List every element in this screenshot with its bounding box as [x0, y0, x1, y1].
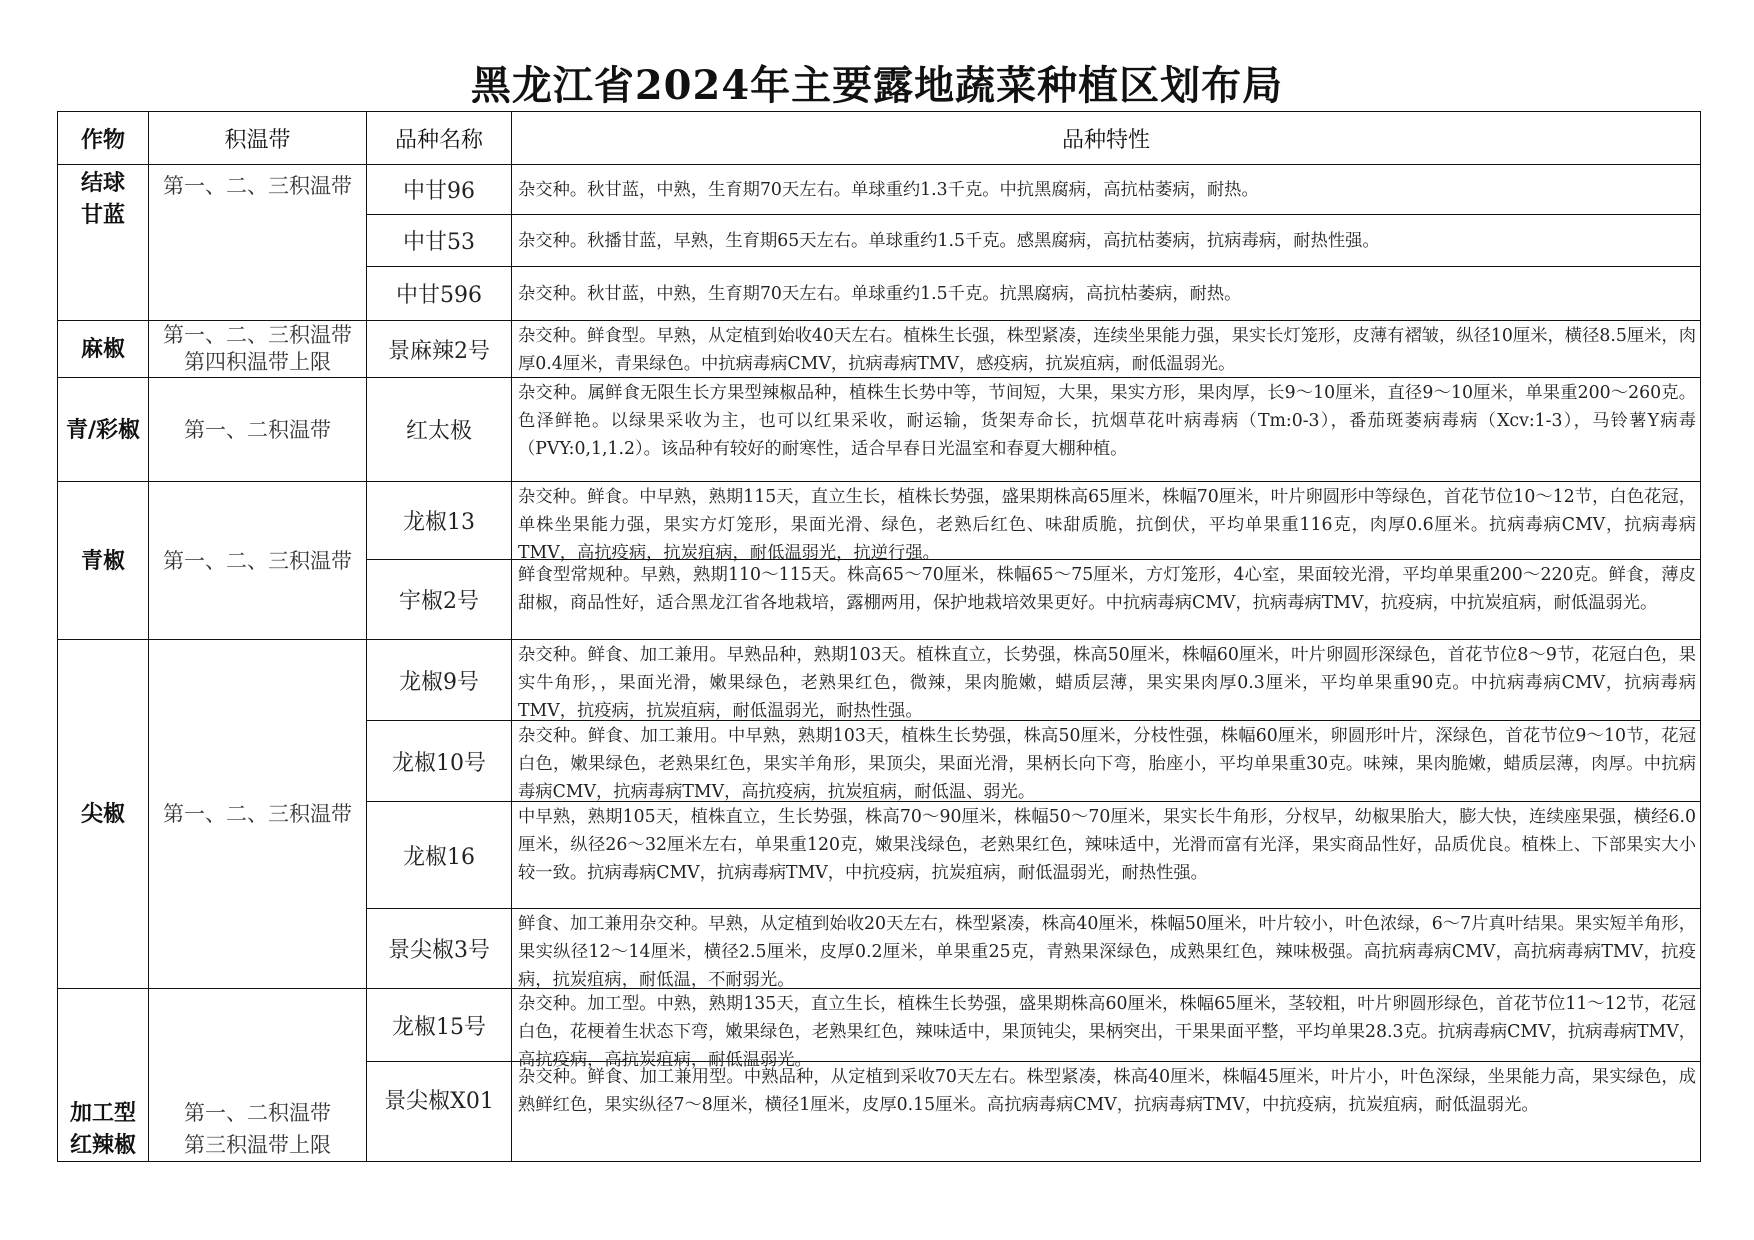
traits-text: 杂交种。鲜食、加工兼用型。中熟品种，从定植到采收70天左右。株型紧凑，株高40厘米，株幅45厘米，叶片小，叶色深绿，坐果能力高，果实绿色，成熟鲜红色，果实纵径7～8厘米，横径1厘米，皮厚0.15厘米。高抗病毒病CMV，抗病毒病TMV，中抗疫病，抗炭疽病，耐低温弱光。 — [518, 1067, 1696, 1115]
table-row — [58, 165, 1701, 215]
header-traits: 品种特性 — [512, 112, 1701, 165]
zone-text: 第一、二、三积温带 第四积温带上限 — [163, 323, 352, 374]
variety-name: 龙椒16 — [367, 802, 512, 909]
variety-traits: 杂交种。秋甘蓝，中熟，生育期70天左右。单球重约1.3千克。中抗黑腐病，高抗枯萎病，耐热。 — [512, 165, 1701, 215]
header-variety: 品种名称 — [367, 112, 512, 165]
crop-cell — [58, 482, 149, 640]
variety-traits — [512, 989, 1701, 1070]
zone-cell: 第一、二、三积温带 — [149, 482, 367, 640]
crop-name: 青椒 — [80, 547, 125, 574]
variety-table — [57, 111, 1701, 1162]
variety-traits — [512, 721, 1701, 802]
variety-name: 龙椒15号 — [367, 989, 512, 1062]
table-row — [58, 640, 1701, 721]
variety-traits — [512, 560, 1701, 640]
table-row — [58, 378, 1701, 482]
crop-name: 青/彩椒 — [65, 416, 141, 443]
variety-traits — [512, 482, 1701, 563]
zone-cell: 第一、二、三积温带 — [149, 165, 367, 321]
zone-cell — [149, 989, 367, 1162]
traits-text: 杂交种。鲜食。中早熟，熟期115天，直立生长，植株长势强，盛果期株高65厘米，株幅70厘米，叶片卵圆形中等绿色，首花节位10～12节，白色花冠，单株坐果能力强，果实方灯笼形，果面光滑、绿色，老熟后红色、味甜质脆，抗倒伏，平均单果重116克，肉厚0.6厘米。抗病毒病CMV，抗病毒病TMV，高抗疫病，抗炭疽病，耐低温弱光，抗逆行强。 — [518, 487, 1696, 563]
variety-traits — [512, 378, 1701, 482]
zone-cell: 第一、二积温带 — [149, 378, 367, 482]
variety-traits: 杂交种。秋甘蓝，中熟，生育期70天左右。单球重约1.5千克。抗黑腐病，高抗枯萎病，耐热。 — [512, 267, 1701, 321]
page-title: 黑龙江省2024年主要露地蔬菜种植区划布局 — [470, 62, 1284, 109]
table-header-row — [58, 112, 1701, 165]
variety-traits: 杂交种。秋播甘蓝，早熟，生育期65天左右。单球重约1.5千克。感黑腐病，高抗枯萎病，抗病毒病，耐热性强。 — [512, 215, 1701, 267]
variety-traits — [512, 802, 1701, 909]
crop-cell — [58, 989, 149, 1162]
variety-name: 景麻辣2号 — [367, 321, 512, 378]
variety-name: 景尖椒X01 — [367, 1062, 512, 1162]
variety-table-container — [57, 111, 1700, 1158]
variety-name: 中甘96 — [367, 165, 512, 215]
variety-traits — [512, 640, 1701, 721]
variety-traits — [512, 909, 1701, 989]
traits-text: 杂交种。鲜食、加工兼用。早熟品种，熟期103天。植株直立，长势强，株高50厘米，株幅60厘米，叶片卵圆形深绿色，首花节位8～9节，花冠白色，果实牛角形，，果面光滑，嫩果绿色，老熟果红色，微辣，果肉脆嫩，蜡质层薄，果实果肉厚0.3厘米，平均单果重90克。中抗病毒病CMV，抗病毒病TMV，抗疫病，抗炭疽病，耐低温弱光，耐热性强。 — [518, 645, 1696, 721]
variety-name: 龙椒10号 — [367, 721, 512, 802]
traits-text: 杂交种。鲜食型。早熟，从定植到始收40天左右。植株生长强，株型紧凑，连续坐果能力强，果实长灯笼形，皮薄有褶皱，纵径10厘米，横径8.5厘米，肉厚0.4厘米，青果绿色。中抗病毒病CMV，抗病毒病TMV，感疫病，抗炭疽病，耐低温弱光。 — [518, 326, 1696, 374]
table-row — [58, 482, 1701, 560]
variety-traits — [512, 1062, 1701, 1162]
crop-cell — [58, 640, 149, 989]
variety-name: 中甘53 — [367, 215, 512, 267]
traits-text: 杂交种。鲜食、加工兼用。中早熟，熟期103天，植株生长势强，株高50厘米，分枝性强，株幅60厘米，卵圆形叶片，深绿色，首花节位9～10节，花冠白色，嫩果绿色，老熟果红色，果实羊角形，果顶尖，果面光滑，果柄长向下弯，胎座小，平均单果重30克。味辣，果肉脆嫩，蜡质层薄，肉厚。中抗病毒病CMV，抗病毒病TMV，高抗疫病，抗炭疽病，耐低温、弱光。 — [518, 726, 1696, 802]
variety-name: 景尖椒3号 — [367, 909, 512, 989]
header-crop: 作物 — [58, 112, 149, 165]
crop-name: 加工型 红辣椒 — [69, 1100, 136, 1158]
table-row — [58, 321, 1701, 378]
header-zone: 积温带 — [149, 112, 367, 165]
crop-cell — [58, 165, 149, 321]
crop-cell — [58, 378, 149, 482]
traits-text: 杂交种。属鲜食无限生长方果型辣椒品种，植株生长势中等，节间短，大果，果实方形，果肉厚，长9～10厘米，直径9～10厘米，单果重200～260克。色泽鲜艳。以绿果采收为主，也可以红果采收，耐运输，货架寿命长，抗烟草花叶病毒病（Tm:0-3），番茄斑萎病毒病（Xcv:1-3），马铃薯Y病毒（PVY:0,1,1.2）。该品种有较好的耐寒性，适合早春日光温室和春夏大棚种植。 — [518, 383, 1696, 459]
zone-text: 第一、二积温带 第三积温带上限 — [184, 1101, 331, 1157]
zone-cell — [149, 321, 367, 378]
zone-cell: 第一、二、三积温带 — [149, 640, 367, 989]
table-row — [58, 989, 1701, 1062]
traits-text: 鲜食型常规种。早熟，熟期110～115天。株高65～70厘米，株幅65～75厘米，方灯笼形，4心室，果面较光滑，平均单果重200～220克。鲜食，薄皮甜椒，商品性好，适合黑龙江省各地栽培，露棚两用，保护地栽培效果更好。中抗病毒病CMV，抗病毒病TMV，抗疫病，中抗炭疽病，耐低温弱光。 — [518, 565, 1696, 613]
variety-name: 中甘596 — [367, 267, 512, 321]
variety-name: 红太极 — [367, 378, 512, 482]
variety-name: 龙椒9号 — [367, 640, 512, 721]
traits-text: 鲜食、加工兼用杂交种。早熟，从定植到始收20天左右，株型紧凑，株高40厘米，株幅50厘米，叶片较小，叶色浓绿，6～7片真叶结果。果实短羊角形，果实纵径12～14厘米，横径2.5厘米，皮厚0.2厘米，单果重25克，青熟果深绿色，成熟果红色，辣味极强。高抗病毒病CMV，高抗病毒病TMV，抗疫病，抗炭疽病，耐低温，不耐弱光。 — [518, 914, 1696, 990]
variety-traits — [512, 321, 1701, 378]
variety-name: 龙椒13 — [367, 482, 512, 560]
crop-name: 结球 甘蓝 — [80, 170, 125, 228]
crop-cell — [58, 321, 149, 378]
crop-name: 麻椒 — [80, 336, 125, 362]
crop-name: 尖椒 — [80, 801, 125, 827]
variety-name: 宇椒2号 — [367, 560, 512, 640]
traits-text: 中早熟，熟期105天，植株直立，生长势强，株高70～90厘米，株幅50～70厘米，果实长牛角形，分杈早，幼椒果胎大，膨大快，连续座果强，横经6.0厘米，纵径26～32厘米左右，单果重120克，嫩果浅绿色，老熟果红色，辣味适中，光滑而富有光泽，果实商品性好，品质优良。植株上、下部果实大小较一致。抗病毒病CMV，抗病毒病TMV，中抗疫病，抗炭疽病，耐低温弱光，耐热性强。 — [518, 807, 1696, 883]
traits-text: 杂交种。加工型。中熟，熟期135天，直立生长，植株生长势强，盛果期株高60厘米，株幅65厘米，茎较粗，叶片卵圆形绿色，首花节位11～12节，花冠白色，花梗着生状态下弯，嫩果绿色，老熟果红色，辣味适中，果顶钝尖，果柄突出，干果果面平整，平均单果28.3克。抗病毒病CMV，抗病毒病TMV，高抗疫病，高抗炭疽病，耐低温弱光。 — [518, 994, 1696, 1070]
